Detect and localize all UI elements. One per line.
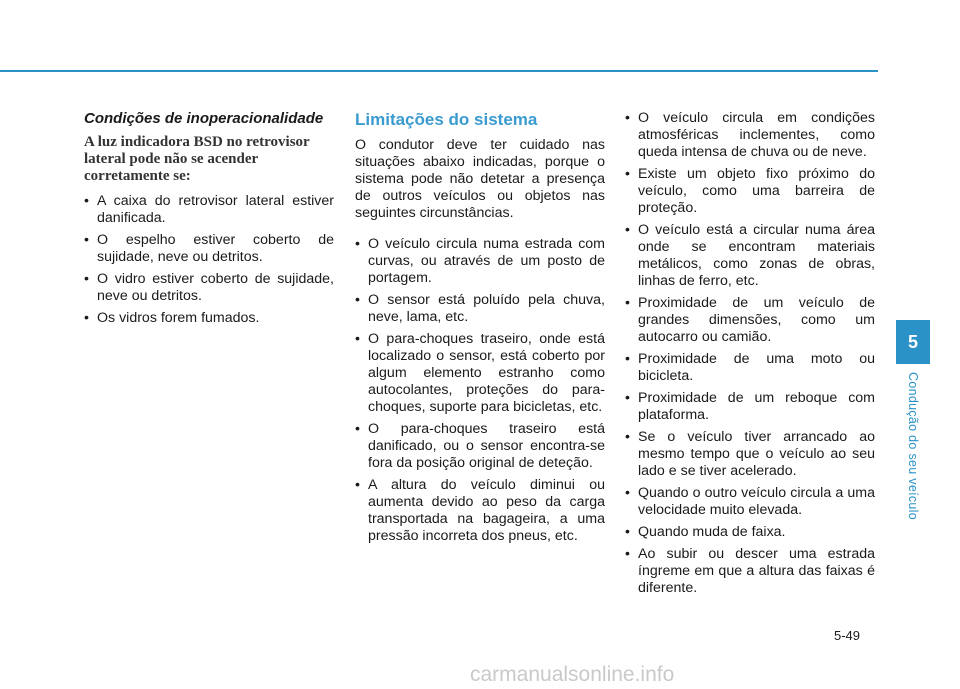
section-heading-limitations: Limitações do sistema xyxy=(355,110,538,129)
column-3 xyxy=(625,110,875,602)
list-item: • Se o veículo tiver arrancado ao mesmo tempo que o veículo ao seu lado e se tiver acelerado. xyxy=(625,429,875,479)
list-item: • O veículo circula em condições atmosféricas inclementes, como queda intensa de chuva ou de neve. xyxy=(625,110,875,160)
page-number: 5-49 xyxy=(834,628,861,643)
list-item: • O veículo está a circular numa área onde se encontram materiais metálicos, como zonas de obras, linhas de ferro, etc. xyxy=(625,222,875,289)
list-item: • O sensor está poluído pela chuva, neve, lama, etc. xyxy=(355,292,605,325)
list-item: • O vidro estiver coberto de sujidade, neve ou detritos. xyxy=(84,271,334,304)
chapter-title: Condução do seu veículo xyxy=(906,372,920,520)
list-item: • O veículo circula numa estrada com curvas, ou através de um posto de portagem. xyxy=(355,236,605,286)
intro-paragraph: O condutor deve ter cuidado nas situações abaixo indicadas, porque o sistema pode não detetar a presença de outros veículos ou objetos nas seguintes circunstâncias. xyxy=(355,137,605,221)
list-item: • Proximidade de um veículo de grandes dimensões, como um autocarro ou camião. xyxy=(625,295,875,345)
column-1 xyxy=(84,110,334,332)
list-item: • O para-choques traseiro está danificado, ou o sensor encontra-se fora da posição original de deteção. xyxy=(355,421,605,471)
list-item: • Quando o outro veículo circula a uma velocidade muito elevada. xyxy=(625,485,875,518)
list-item: • A altura do veículo diminui ou aumenta devido ao peso da carga transportada na bagageira, a uma pressão incorreta dos pneus, etc. xyxy=(355,477,605,544)
header-rule xyxy=(0,70,878,72)
limitations-list-continued xyxy=(625,110,875,597)
list-item: • Os vidros forem fumados. xyxy=(84,310,260,326)
limitations-list xyxy=(355,236,605,545)
watermark: carmanualsonline.info xyxy=(470,663,675,686)
list-item: • Quando muda de faixa. xyxy=(625,524,786,540)
chapter-tab: 5 xyxy=(896,320,930,364)
list-item: • Existe um objeto fixo próximo do veículo, como uma barreira de proteção. xyxy=(625,166,875,216)
list-item: • Proximidade de um reboque com plataforma. xyxy=(625,390,875,423)
section-heading-conditions: Condições de inoperacionalidade xyxy=(84,110,324,127)
list-item: • A caixa do retrovisor lateral estiver danificada. xyxy=(84,193,334,226)
list-item: • O espelho estiver coberto de sujidade, neve ou detritos. xyxy=(84,232,334,265)
list-item: • O para-choques traseiro, onde está localizado o sensor, está coberto por algum elemento estranho como autocolantes, proteções do para-choques, suporte para bicicletas, etc. xyxy=(355,331,605,415)
list-item: • Ao subir ou descer uma estrada íngreme em que a altura das faixas é diferente. xyxy=(625,546,875,596)
conditions-list xyxy=(84,193,334,327)
subheading-bsd: A luz indicadora BSD no retrovisor lateral pode não se acender corretamente se: xyxy=(84,134,310,184)
list-item: • Proximidade de uma moto ou bicicleta. xyxy=(625,351,875,384)
column-2 xyxy=(355,110,605,550)
